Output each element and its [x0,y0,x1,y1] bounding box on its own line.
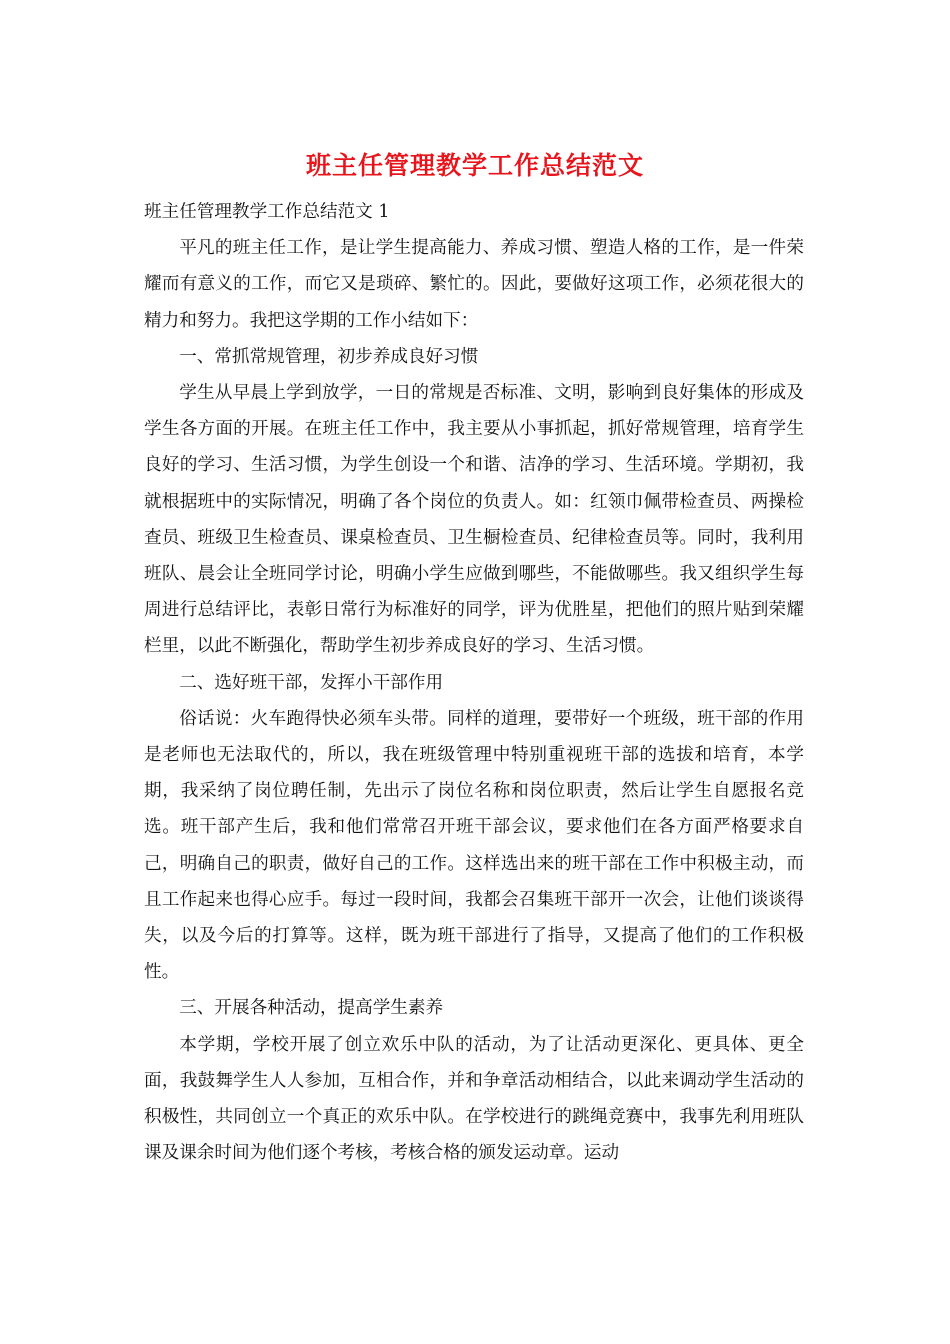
document-subtitle: 班主任管理教学工作总结范文 1 [144,202,390,222]
section-heading-3: 三、开展各种活动，提高学生素养 [179,998,444,1019]
paragraph-intro: 平凡的班主任工作，是让学生提高能力、养成习惯、塑造人格的工作，是一件荣耀而有意义的工作，而它又是琐碎、繁忙的。因此，要做好这项工作，必须花很大的精力和努力。我把这学期的工作小结如下： [144,238,804,331]
section-heading-2: 二、选好班干部，发挥小干部作用 [179,672,444,693]
paragraph-section-3: 本学期，学校开展了创立欢乐中队的活动，为了让活动更深化、更具体、更全面，我鼓舞学生人人参加，互相合作，并和争章活动相结合，以此来调动学生活动的积极性，共同创立一个真正的欢乐中队。在学校进行的跳绳竞赛中，我事先利用班队课及课余时间为他们逐个考核，考核合格的颁发运动章。运动 [144,1034,804,1164]
document-title: 班主任管理教学工作总结范文 [305,151,644,180]
paragraph-section-1: 学生从早晨上学到放学，一日的常规是否标准、文明，影响到良好集体的形成及学生各方面的开展。在班主任工作中，我主要从小事抓起，抓好常规管理，培育学生良好的学习、生活习惯，为学生创设一个和谐、洁净的学习、生活环境。学期初，我就根据班中的实际情况，明确了各个岗位的负责人。如：红领巾佩带检查员、两操检查员、班级卫生检查员、课桌检查员、卫生橱检查员、纪律检查员等。同时，我利用班队、晨会让全班同学讨论，明确小学生应做到哪些，不能做哪些。我又组织学生每周进行总结评比，表彰日常行为标准好的同学，评为优胜星，把他们的照片贴到荣耀栏里，以此不断强化，帮助学生初步养成良好的学习、生活习惯。 [144,383,804,657]
document-body [144,194,804,1171]
paragraph-section-2: 俗话说：火车跑得快必须车头带。同样的道理，要带好一个班级，班干部的作用是老师也无法取代的，所以，我在班级管理中特别重视班干部的选拔和培育，本学期，我采纳了岗位聘任制，先出示了岗位名称和岗位职责，然后让学生自愿报名竞选。班干部产生后，我和他们常常召开班干部会议，要求他们在各方面严格要求自己，明确自己的职责，做好自己的工作。这样选出来的班干部在工作中积极主动，而且工作起来也得心应手。每过一段时间，我都会召集班干部开一次会，让他们谈谈得失，以及今后的打算等。这样，既为班干部进行了指导，又提高了他们的工作积极性。 [144,708,804,983]
section-heading-1: 一、常抓常规管理，初步养成良好习惯 [179,346,479,367]
